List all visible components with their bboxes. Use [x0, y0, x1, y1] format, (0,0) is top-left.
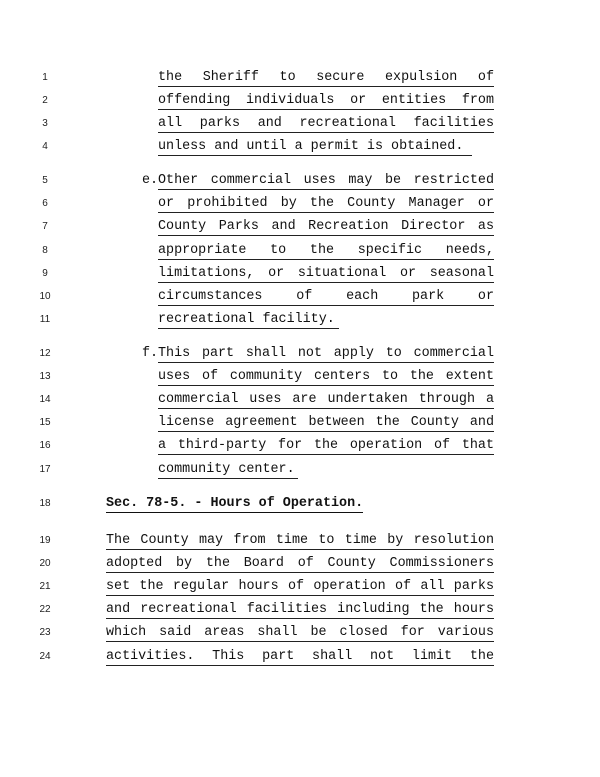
text-line: or prohibited by the County Manager or	[158, 196, 494, 211]
line-number: 19	[39, 535, 51, 546]
text-line: license agreement between the County and	[158, 415, 494, 430]
line-number: 21	[39, 581, 51, 592]
line-number: 13	[39, 371, 51, 382]
text-line: County Parks and Recreation Director as	[158, 219, 494, 234]
line-number: 4	[42, 141, 48, 152]
text-line: activities. This part shall not limit the	[106, 649, 494, 664]
text-line: a third-party for the operation of that	[158, 438, 494, 453]
text-line: Other commercial uses may be restricted	[158, 173, 494, 188]
line-number: 14	[39, 394, 51, 405]
line-number: 10	[39, 291, 51, 302]
text-line: circumstances of each park or	[158, 289, 494, 304]
text-line: the Sheriff to secure expulsion of	[158, 70, 494, 85]
text-line: The County may from time to time by resolution	[106, 533, 494, 548]
line-number: 16	[39, 440, 51, 451]
line-number: 5	[42, 175, 48, 186]
line-number: 22	[39, 604, 51, 615]
text-line: commercial uses are undertaken through a	[158, 392, 494, 407]
line-number: 6	[42, 198, 48, 209]
text-line: all parks and recreational facilities	[158, 116, 494, 131]
text-line: community center.	[158, 462, 298, 479]
text-line: and recreational facilities including the hours	[106, 602, 494, 617]
text-line: adopted by the Board of County Commissioners	[106, 556, 494, 571]
line-number: 17	[39, 464, 51, 475]
line-number: 1	[42, 72, 48, 83]
line-number: 2	[42, 95, 48, 106]
item-label-f: f.	[142, 346, 159, 361]
line-number: 18	[39, 498, 51, 509]
text-line: limitations, or situational or seasonal	[158, 266, 494, 281]
line-number: 3	[42, 118, 48, 129]
line-number: 23	[39, 627, 51, 638]
line-number: 24	[39, 651, 51, 662]
line-number: 9	[42, 268, 48, 279]
text-line: which said areas shall be closed for various	[106, 625, 494, 640]
item-label-e: e.	[142, 173, 159, 188]
text-line: This part shall not apply to commercial	[158, 346, 494, 361]
text-line: offending individuals or entities from	[158, 93, 494, 108]
line-number: 8	[42, 245, 48, 256]
line-number: 15	[39, 417, 51, 428]
text-line: uses of community centers to the extent	[158, 369, 494, 384]
line-number: 7	[42, 221, 48, 232]
text-line: unless and until a permit is obtained.	[158, 139, 472, 156]
line-number: 20	[39, 558, 51, 569]
section-heading: Sec. 78-5. - Hours of Operation.	[106, 496, 364, 511]
text-line: appropriate to the specific needs,	[158, 243, 494, 258]
line-number: 12	[39, 348, 51, 359]
line-number: 11	[39, 314, 51, 325]
text-line: recreational facility.	[158, 312, 339, 329]
text-line: set the regular hours of operation of all parks	[106, 579, 494, 594]
